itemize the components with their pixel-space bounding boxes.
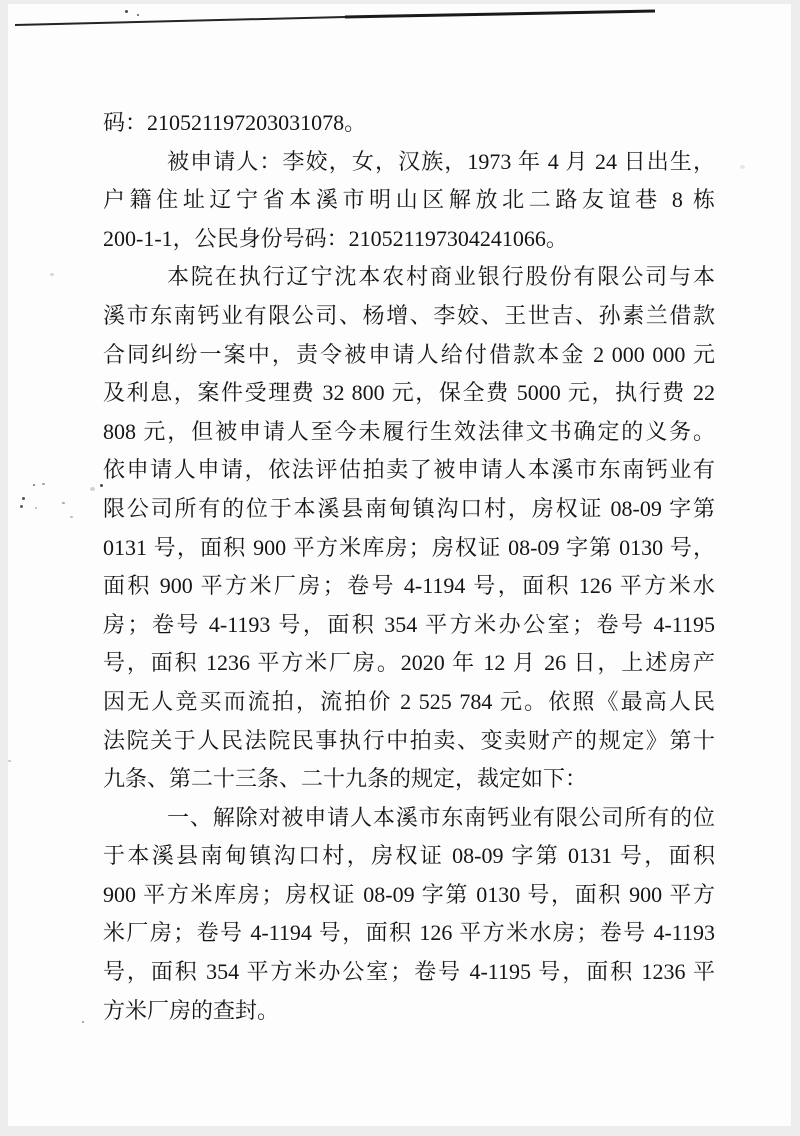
text-line: 900 平方米库房；房权证 08-09 字第 0130 号，面积 900 平方 [103,881,715,907]
text-line: 码：210521197203031078。 [103,110,367,135]
scan-speckle [70,516,73,518]
text-line: 一、解除对被申请人本溪市东南钙业有限公司所有的位 [167,804,715,830]
text-line: 房；卷号 4-1193 号，面积 354 平方米办公室；卷号 4-1195 [103,611,715,637]
scan-speckle [20,505,23,508]
text-line: 200-1-1，公民身份号码：210521197304241066。 [103,225,568,251]
scan-speckle [740,165,745,169]
text-line: 九条、第二十三条、二十九条的规定，裁定如下： [103,766,588,792]
scan-speckle [35,507,37,509]
text-line: 面积 900 平方米厂房；卷号 4-1194 号，面积 126 平方米水 [103,573,715,599]
text-line: 因无人竞买而流拍，流拍价 2 525 784 元。依照《最高人民 [103,688,715,714]
scan-speckle [8,760,11,762]
document-text [103,104,715,1030]
text-line: 号，面积 354 平方米办公室；卷号 4-1195 号，面积 1236 平 [103,959,715,985]
scan-speckle [62,502,65,504]
scan-speckle [33,484,35,486]
scan-line-artifact [15,6,659,28]
text-line: 0131 号，面积 900 平方米库房；房权证 08-09 字第 0130 号， [103,534,715,560]
scan-speckle [125,10,128,13]
text-line: 本院在执行辽宁沈本农村商业银行股份有限公司与本 [167,264,715,290]
text-line: 于本溪县南甸镇沟口村，房权证 08-09 字第 0131 号，面积 [103,843,715,869]
paper-sheet [8,4,791,1126]
text-line: 被申请人：李姣，女，汉族，1973 年 4 月 24 日出生， [167,148,715,174]
text-line: 808 元，但被申请人至今未履行生效法律文书确定的义务。 [103,418,715,444]
scan-speckle [22,497,25,500]
scan-speckle [82,1021,84,1023]
text-line: 限公司所有的位于本溪县南甸镇沟口村，房权证 08-09 字第 [103,495,715,521]
scan-speckle [137,14,139,16]
text-line: 溪市东南钙业有限公司、杨增、李姣、王世吉、孙素兰借款 [103,302,715,328]
scan-speckle [50,273,54,276]
text-line: 法院关于人民法院民事执行中拍卖、变卖财产的规定》第十 [103,727,715,753]
text-line: 依申请人申请，依法评估拍卖了被申请人本溪市东南钙业有 [103,457,715,483]
text-line: 及利息，案件受理费 32 800 元，保全费 5000 元，执行费 22 [103,380,715,406]
text-line: 米厂房；卷号 4-1194 号，面积 126 平方米水房；卷号 4-1193 [103,920,715,946]
text-line: 方米厂房的查封。 [103,997,280,1023]
scan-speckle [42,483,45,485]
text-line: 号，面积 1236 平方米厂房。2020 年 12 月 26 日，上述房产 [103,650,715,676]
text-line: 户籍住址辽宁省本溪市明山区解放北二路友谊巷 8 栋 [103,187,715,213]
scan-speckle [90,487,95,491]
text-line: 合同纠纷一案中，责令被申请人给付借款本金 2 000 000 元 [103,341,715,367]
